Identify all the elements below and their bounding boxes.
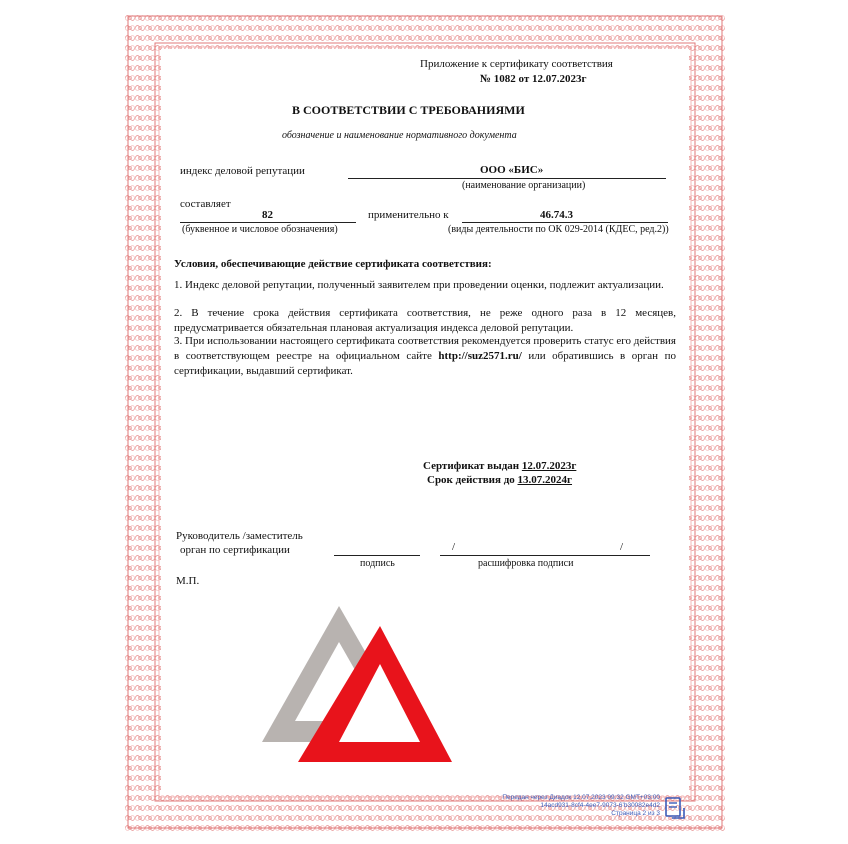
registry-link[interactable]: http://suz2571.ru/	[438, 350, 522, 362]
conditions-title: Условия, обеспечивающие действие сертификата соответствия:	[174, 258, 492, 270]
seal-mark: М.П.	[176, 575, 200, 587]
document-subtitle: обозначение и наименование нормативного документа	[282, 130, 517, 141]
signature-caption: подпись	[360, 558, 395, 569]
valid-label: Срок действия до	[427, 474, 518, 486]
valid-line	[427, 474, 572, 486]
condition-3-end: или обратившись в орган по сертификации, выдавший сертификат.	[174, 350, 676, 377]
certificate-number: № 1082 от 12.07.2023г	[480, 73, 587, 85]
activity-code: 46.74.3	[540, 209, 573, 221]
value-caption: (буквенное и числовое обозначения)	[182, 224, 338, 235]
condition-1: 1. Индекс деловой репутации, полученный заявителем при проведении оценки, подлежит актуализации.	[174, 279, 664, 291]
signatory-role-line2: орган по сертификации	[180, 544, 290, 556]
stamp-line-2: 14acd931-8cf4-4ee7-9073-6’b30082e4d2	[540, 802, 660, 809]
issued-line	[423, 460, 576, 472]
signatory-role-line1: Руководитель /заместитель	[176, 530, 303, 542]
stamp-line-1: Передан через Диадок 12.07.2023 09:32 GMT+03:00	[502, 794, 660, 801]
organization-logo	[262, 604, 452, 774]
activity-line	[462, 222, 668, 223]
transfer-stamp	[490, 794, 660, 818]
stamp-line-3: Страница 2 из 3	[611, 810, 660, 817]
value-line	[180, 222, 356, 223]
issued-date: 12.07.2023г	[521, 460, 577, 472]
applicable-label: применительно к	[368, 209, 449, 221]
organization-line	[348, 178, 666, 179]
condition-3-text: 3. При использовании настоящего сертификата соответствия рекомендуется проверить статус его действия в соответствующем реестре на официальном сайте	[174, 335, 676, 362]
constitutes-label: составляет	[180, 198, 231, 210]
decode-line	[440, 555, 650, 556]
page-title: В СООТВЕТСТВИИ С ТРЕБОВАНИЯМИ	[292, 103, 525, 117]
appendix-label: Приложение к сертификату соответствия	[420, 58, 613, 70]
valid-date: 13.07.2024г	[517, 474, 573, 486]
slash-right: /	[620, 541, 624, 553]
issued-label: Сертификат выдан	[423, 460, 522, 472]
organization-name: ООО «БИС»	[480, 164, 544, 176]
decode-caption: расшифровка подписи	[478, 558, 574, 569]
reputation-label: индекс деловой репутации	[180, 165, 305, 177]
signature-line	[334, 555, 420, 556]
index-value: 82	[262, 209, 273, 221]
diadoc-icon	[660, 794, 690, 824]
activity-caption: (виды деятельности по ОК 029-2014 (КДЕС, ред.2))	[448, 224, 669, 235]
organization-caption: (наименование организации)	[462, 180, 586, 191]
condition-2: 2. В течение срока действия сертификата соответствия, не реже одного раза в 12 месяцев, предусматривается обязательная плановая актуализация индекса деловой репутации.	[174, 307, 676, 334]
slash-left: /	[452, 541, 456, 553]
condition-3	[174, 334, 676, 379]
